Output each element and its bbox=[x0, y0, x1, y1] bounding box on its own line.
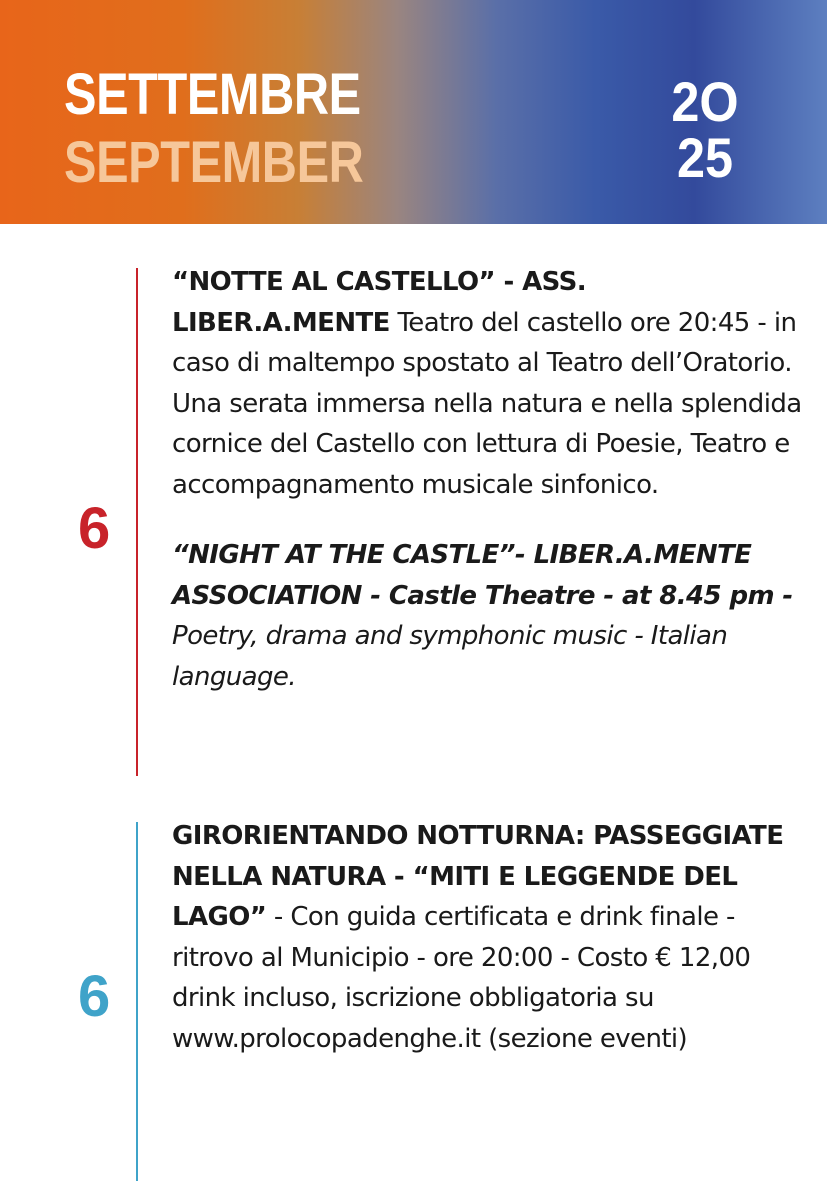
event-description: Una serata immersa nella natura e nella splendida cornice del Castello con lettura di Poesie, Teatro e accompagnamento musicale sinfonico. bbox=[172, 388, 802, 500]
month-title-italian: SETTEMBRE bbox=[64, 62, 361, 127]
year-bottom: 25 bbox=[676, 126, 734, 189]
event-description-english: Poetry, drama and symphonic music - Italian language. bbox=[172, 621, 728, 692]
event-divider-line bbox=[136, 822, 138, 1181]
event-title: GIRORIENTANDO NOTTURNA: PASSEGGIATE NELLA NATURA - “MITI E LEGGENDE DEL LAGO” bbox=[172, 821, 784, 932]
year-top: 2O bbox=[671, 70, 739, 133]
event-text bbox=[172, 262, 812, 697]
event-day: 6 bbox=[78, 964, 111, 1029]
event-italian-info bbox=[172, 816, 812, 1059]
event-title: “NOTTE AL CASTELLO” - ASS. LIBER.A.MENTE bbox=[172, 267, 586, 338]
event-divider-line bbox=[136, 268, 138, 776]
event-english-info bbox=[172, 535, 812, 697]
event-italian-info bbox=[172, 262, 812, 384]
event-day: 6 bbox=[78, 496, 111, 561]
month-title-english: SEPTEMBER bbox=[64, 130, 364, 195]
event-title-english: “NIGHT AT THE CASTLE”- LIBER.A.MENTE ASSOCIATION - bbox=[172, 540, 752, 611]
event-details: Teatro del castello ore 20:45 - in caso di maltempo spostato al Teatro dell’Oratorio. bbox=[172, 307, 797, 378]
event-details-english: Castle Theatre - at 8.45 pm - bbox=[388, 580, 793, 611]
year-label bbox=[665, 70, 746, 189]
event-details: - Con guida certificata e drink finale - ritrovo al Municipio - ore 20:00 - Costo € 12,00 drink incluso, iscrizione obbligatoria su www.prolocopadenghe.it (sezione eventi) bbox=[172, 902, 751, 1054]
event-text bbox=[172, 816, 812, 1059]
month-header bbox=[0, 0, 827, 224]
